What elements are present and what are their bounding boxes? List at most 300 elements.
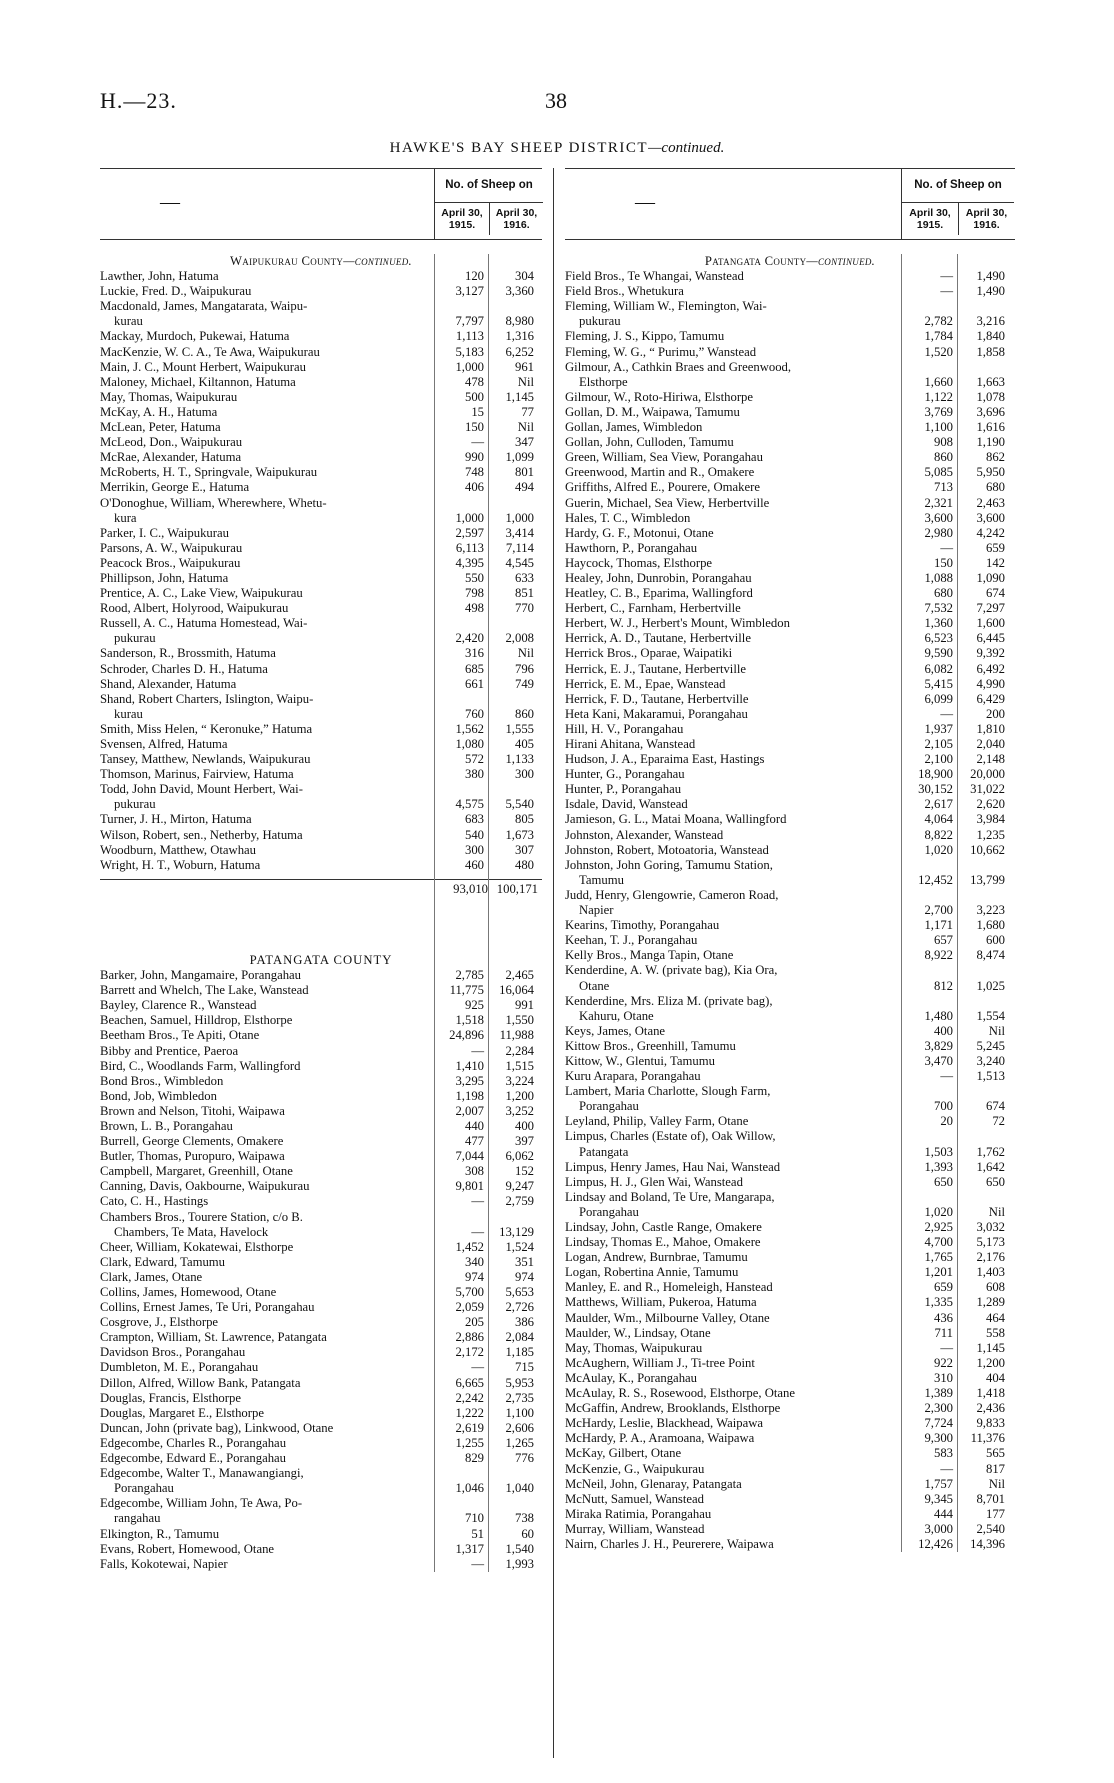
count-1916: 1,600 [976,616,1005,631]
owner-name-continuation: Otane [579,978,610,993]
owner-name: May, Thomas, Waipukurau [565,1340,703,1355]
count-1915: — [940,269,953,284]
owner-name: Matthews, William, Pukeroa, Hatuma [565,1295,757,1310]
count-1915: 1,410 [455,1058,484,1073]
owner-name: Brown, L. B., Porangahau [100,1118,233,1133]
count-1915: 650 [933,1174,953,1189]
owner-name: Douglas, Francis, Elsthorpe [100,1390,241,1405]
count-1915: 460 [464,857,484,872]
table-row [565,465,1015,480]
table-row [100,1436,542,1451]
count-1916: 16,064 [499,983,534,998]
count-1916: 1,418 [976,1386,1005,1401]
count-1916: 1,554 [976,1008,1005,1023]
count-1915: 308 [464,1164,484,1179]
owner-name: Bayley, Clarence R., Wanstead [100,998,257,1013]
count-1915: 3,769 [924,404,953,419]
col-1916-label: April 30, 1916. [489,203,543,235]
table-row [565,405,1015,420]
table-row [565,586,1015,601]
page-reference: H.—23. [100,88,177,113]
count-1916: 674 [985,1099,1005,1114]
left-rows [100,254,542,1572]
table-row [100,1406,542,1421]
table-row [565,1431,1015,1446]
count-1916: 2,148 [976,752,1005,767]
count-1916: 862 [985,450,1005,465]
owner-name: Nairn, Charles J. H., Peurerere, Waipawa [565,1536,774,1551]
owner-name: Crampton, William, St. Lawrence, Patangata [100,1330,327,1345]
count-1915: 1,113 [455,329,484,344]
count-1915: 1,020 [924,842,953,857]
section-heading-patangata-cont: Patangata County—continued. [704,254,876,268]
table-row [100,998,542,1013]
owner-name: Fleming, William W., Flemington, Wai- pukurau [565,299,905,329]
table-row [100,1240,542,1255]
count-1915: 12,452 [918,872,953,887]
owner-name: Parsons, A. W., Waipukurau [100,540,243,555]
count-1916: 2,176 [976,1250,1005,1265]
table-row [100,465,542,480]
count-1915: 1,222 [455,1405,484,1420]
owner-name: Burrell, George Clements, Omakere [100,1134,284,1149]
owner-name: McKay, Gilbert, Otane [565,1446,682,1461]
count-1915: 2,785 [455,968,484,983]
table-row [565,284,1015,299]
count-1915: 4,395 [455,555,484,570]
count-1916: 494 [514,480,534,495]
count-1915: 1,562 [455,721,484,736]
count-1916: 77 [521,404,534,419]
count-1916: 1,235 [976,827,1005,842]
count-1915: 478 [464,374,484,389]
table-row [565,269,1015,284]
owner-name: Limpus, Henry James, Hau Nai, Wanstead [565,1159,781,1174]
count-1915: — [471,1194,484,1209]
table-row [565,601,1015,616]
count-1916: 7,297 [976,601,1005,616]
count-1915: 572 [464,752,484,767]
table-row [100,1466,542,1496]
count-1916: 1,145 [505,389,534,404]
count-1915: 1,000 [455,359,484,374]
count-1915: 12,426 [918,1536,953,1551]
table-row [100,1315,542,1330]
owner-name: Hunter, G., Porangahau [565,767,685,782]
count-1915: 1,335 [924,1295,953,1310]
owner-name: Smith, Miss Helen, “ Keronuke,” Hatuma [100,721,313,736]
count-1915: 300 [464,842,484,857]
count-1915: 5,183 [455,344,484,359]
owner-name: Falls, Kokotewai, Napier [100,1556,228,1571]
count-1915: 9,590 [924,646,953,661]
count-1916: 1,555 [505,721,534,736]
table-row [100,1345,542,1360]
owner-name: Mackay, Murdoch, Pukewai, Hatuma [100,329,290,344]
table-row [565,918,1015,933]
count-1916: 770 [514,601,534,616]
count-1916: 2,436 [976,1401,1005,1416]
table-row [565,1280,1015,1295]
table-row [565,737,1015,752]
table-row [100,1527,542,1542]
count-1915: 9,300 [924,1431,953,1446]
table-row [565,828,1015,843]
table-row [100,1134,542,1149]
owner-name: Russell, A. C., Hatuma Homestead, Wai- pukurau [100,616,438,646]
owner-name: Greenwood, Martin and R., Omakere [565,465,755,480]
count-1915: 440 [464,1118,484,1133]
sheep-group-label: No. of Sheep on [914,179,1002,191]
owner-name: Herrick, F. D., Tautane, Herbertville [565,691,749,706]
owner-name: Todd, John David, Mount Herbert, Wai- pukurau [100,782,438,812]
table-row [565,1507,1015,1522]
count-1915: 436 [933,1310,953,1325]
count-1916: 2,735 [505,1390,534,1405]
table-row [565,692,1015,707]
count-1915: 1,518 [455,1013,484,1028]
count-1916: 31,022 [970,782,1005,797]
table-row [100,556,542,571]
count-1916: 1,762 [976,1144,1005,1159]
count-1916: 974 [514,1269,534,1284]
owner-name: Heta Kani, Makaramui, Porangahau [565,706,748,721]
table-row [565,420,1015,435]
count-1915: 2,172 [455,1345,484,1360]
table-row [565,797,1015,812]
count-1916: 1,513 [976,1069,1005,1084]
table-row [565,767,1015,782]
count-1916: 400 [514,1118,534,1133]
owner-name: Barker, John, Mangamaire, Porangahau [100,968,302,983]
table-row [100,646,542,661]
left-column [100,168,542,1572]
owner-name: Parker, I. C., Waipukurau [100,525,229,540]
table-row [565,1462,1015,1477]
count-1916: 8,474 [976,948,1005,963]
count-1916: 1,524 [505,1239,534,1254]
count-1915: 4,064 [924,812,953,827]
count-1915: — [471,435,484,450]
owner-name: Bibby and Prentice, Paeroa [100,1043,239,1058]
table-row [100,782,542,812]
owner-name: Barrett and Whelch, The Lake, Wanstead [100,983,309,998]
count-1915: 550 [464,570,484,585]
table-row [565,1024,1015,1039]
table-row [100,662,542,677]
count-1915: 340 [464,1254,484,1269]
count-1916: 805 [514,812,534,827]
table-row [565,1054,1015,1069]
table-row [565,994,1015,1024]
table-row [565,571,1015,586]
table-row [565,1386,1015,1401]
owner-name: Beachen, Samuel, Hilldrop, Elsthorpe [100,1013,293,1028]
count-1916: 860 [514,706,534,721]
owner-name: Canning, Davis, Oakbourne, Waipukurau [100,1179,310,1194]
count-1916: 404 [985,1370,1005,1385]
count-1916: 10,662 [970,842,1005,857]
count-1915: 316 [464,646,484,661]
count-1916: 1,099 [505,450,534,465]
table-row [565,782,1015,797]
owner-name: Herrick, E. J., Tautane, Herbertville [565,661,747,676]
section-heading-patangata: PATANGATA COUNTY [249,952,393,967]
table-row [565,556,1015,571]
table-row [565,963,1015,993]
table-row [100,828,542,843]
count-1916: 2,008 [505,631,534,646]
count-1916: 738 [514,1511,534,1526]
table-row [100,586,542,601]
count-1916: 1,680 [976,918,1005,933]
count-1916: 991 [514,998,534,1013]
sheep-group-label: No. of Sheep on [445,179,533,191]
owner-name: Main, J. C., Mount Herbert, Waipukurau [100,359,306,374]
owner-name-continuation: Porangahau [114,1481,174,1496]
section-total-row [100,879,542,897]
table-row [565,1522,1015,1537]
count-1915: 1,198 [455,1088,484,1103]
table-row [100,968,542,983]
count-1916: 1,550 [505,1013,534,1028]
count-1915: 2,007 [455,1103,484,1118]
count-1916: 6,062 [505,1149,534,1164]
table-row [100,375,542,390]
owner-name: Evans, Robert, Homewood, Otane [100,1541,275,1556]
owner-name-continuation: pukurau [579,314,621,329]
count-1915: 7,724 [924,1416,953,1431]
count-1916: 11,376 [970,1431,1005,1446]
owner-name-continuation: Chambers, Te Mata, Havelock [114,1224,269,1239]
table-row [100,843,542,858]
count-1916: 1,265 [505,1435,534,1450]
owner-name: MacKenzie, W. C. A., Te Awa, Waipukurau [100,344,320,359]
owner-name: Johnston, Alexander, Wanstead [565,827,724,842]
count-1915: — [471,1043,484,1058]
count-1915: 1,000 [455,510,484,525]
count-1916: 5,950 [976,465,1005,480]
count-1915: 8,922 [924,948,953,963]
count-1915: 713 [933,480,953,495]
count-1916: Nil [988,1023,1005,1038]
count-1916: 1,190 [976,435,1005,450]
table-row [565,1537,1015,1552]
count-1916: 1,810 [976,721,1005,736]
count-1916: 2,465 [505,968,534,983]
count-1915: 1,520 [924,344,953,359]
count-1916: 3,216 [976,314,1005,329]
owner-name-continuation: kurau [114,314,143,329]
count-1916: 5,953 [505,1375,534,1390]
count-1915: 908 [933,435,953,450]
count-1915: — [471,1224,484,1239]
count-1916: 4,242 [976,525,1005,540]
table-row [100,752,542,767]
table-row [100,1119,542,1134]
owner-name: Douglas, Margaret E., Elsthorpe [100,1405,264,1420]
table-row [100,1391,542,1406]
owner-name: Field Bros., Whetukura [565,284,684,299]
owner-name: Healey, John, Dunrobin, Porangahau [565,570,752,585]
owner-name: Woodburn, Matthew, Otawhau [100,842,257,857]
count-1915: 498 [464,601,484,616]
count-1916: 1,040 [505,1481,534,1496]
owner-name: Gilmour, W., Roto-Hiriwa, Elsthorpe [565,389,754,404]
table-row [100,1089,542,1104]
owner-name: Turner, J. H., Mirton, Hatuma [100,812,252,827]
count-1915: 860 [933,450,953,465]
owner-name: Kenderdine, Mrs. Eliza M. (private bag), Kahuru, Otane [565,994,905,1024]
owner-name: Hardy, G. F., Motonui, Otane [565,525,714,540]
page-number: 38 [545,88,567,113]
count-1915: 6,113 [455,540,484,555]
count-1915: — [940,1461,953,1476]
table-row [100,601,542,616]
count-1916: 3,600 [976,510,1005,525]
table-row [100,1496,542,1526]
count-1915: 20 [940,1114,953,1129]
count-1915: 7,532 [924,601,953,616]
table-row [100,571,542,586]
count-1915: 990 [464,450,484,465]
count-1916: 633 [514,570,534,585]
owner-name: Maulder, W., Lindsay, Otane [565,1325,711,1340]
table-row [565,1446,1015,1461]
table-row [565,1341,1015,1356]
count-1915: 700 [933,1099,953,1114]
owner-name: McNeil, John, Glenaray, Patangata [565,1476,742,1491]
count-1915: 1,937 [924,721,953,736]
count-1915: 2,242 [455,1390,484,1405]
count-1915: 3,829 [924,1038,953,1053]
count-1915: 922 [933,1355,953,1370]
column-divider [553,168,554,1758]
count-1916: 1,490 [976,284,1005,299]
owner-name: Lawther, John, Hatuma [100,269,219,284]
owner-name: Collins, Ernest James, Te Uri, Porangahau [100,1300,315,1315]
count-1915: 3,470 [924,1053,953,1068]
owner-name: McLeod, Don., Waipukurau [100,435,243,450]
left-table-header [100,168,542,240]
table-row [565,1039,1015,1054]
table-row [100,1360,542,1375]
count-1916: 2,040 [976,737,1005,751]
table-row [565,1190,1015,1220]
table-row [565,450,1015,465]
count-1915: 1,201 [924,1265,953,1280]
table-row [565,1295,1015,1310]
owner-name: McLean, Peter, Hatuma [100,420,221,435]
count-1915: 661 [464,676,484,691]
count-1915: 2,300 [924,1401,953,1416]
owner-name: Brown and Nelson, Titohi, Waipawa [100,1103,285,1118]
count-1916: 3,984 [976,812,1005,827]
owner-name: Bird, C., Woodlands Farm, Wallingford [100,1058,301,1073]
count-1916: 142 [985,555,1005,570]
owner-name: Guerin, Michael, Sea View, Herbertville [565,495,770,510]
table-row [565,329,1015,344]
owner-name: Lambert, Maria Charlotte, Slough Farm, Porangahau [565,1084,905,1114]
owner-name: Limpus, Charles (Estate of), Oak Willow, Patangata [565,1129,905,1159]
owner-name: Kuru Arapara, Porangahau [565,1069,701,1084]
count-1916: 558 [985,1325,1005,1340]
owner-name: McAulay, K., Porangahau [565,1370,698,1385]
header-dash: — [635,191,655,213]
owner-name: Lindsay, Thomas E., Mahoe, Omakere [565,1235,761,1250]
count-1916: 659 [985,540,1005,555]
table-row [565,390,1015,405]
table-row [565,345,1015,360]
count-1916: 2,463 [976,495,1005,510]
count-1915: 685 [464,661,484,676]
count-1915: 2,980 [924,525,953,540]
table-row [565,1326,1015,1341]
count-1916: 20,000 [970,767,1005,782]
count-1915: 205 [464,1315,484,1330]
count-1915: 1,122 [924,389,953,404]
table-row [565,843,1015,858]
count-1915: 9,345 [924,1491,953,1506]
count-1916: 1,090 [976,570,1005,585]
owner-name-continuation: Elsthorpe [579,374,628,389]
owner-name: Herrick, A. D., Tautane, Herbertville [565,631,751,646]
owner-name: Herrick, E. M., Epae, Wanstead [565,676,726,691]
count-1915: 477 [464,1134,484,1149]
table-row [100,345,542,360]
count-1915: — [940,1340,953,1355]
count-1916: 608 [985,1280,1005,1295]
owner-name: McGaffin, Andrew, Brooklands, Elsthorpe [565,1401,781,1416]
table-row [100,1285,542,1300]
count-1916: 1,858 [976,344,1005,359]
table-row [565,933,1015,948]
count-1916: Nil [988,1476,1005,1491]
owner-name: McAughern, William J., Ti-tree Point [565,1355,755,1370]
count-1916: 60 [521,1526,534,1541]
count-1915: 3,127 [455,284,484,299]
owner-name: Shand, Alexander, Hatuma [100,676,237,691]
count-1916: 1,145 [976,1340,1005,1355]
count-1916: 3,224 [505,1073,534,1088]
owner-name: Keehan, T. J., Porangahau [565,933,698,948]
count-1915: 1,255 [455,1435,484,1450]
count-1915: — [471,1360,484,1375]
owner-name: Gollan, James, Wimbledon [565,420,703,435]
count-1915: 500 [464,389,484,404]
count-1916: 1,663 [976,374,1005,389]
owner-name: McNutt, Samuel, Wanstead [565,1491,704,1506]
table-row [565,1356,1015,1371]
table-row [565,858,1015,888]
count-1916: 1,078 [976,389,1005,404]
count-1915: 150 [464,420,484,435]
table-row [565,1114,1015,1129]
count-1915: 1,765 [924,1250,953,1265]
count-1916: 8,980 [505,314,534,329]
count-1916: 3,032 [976,1220,1005,1234]
owner-name-continuation: Napier [579,903,614,918]
owner-name: Murray, William, Wanstead [565,1521,705,1536]
table-row [565,1235,1015,1250]
table-row [100,480,542,495]
owner-name: Limpus, H. J., Glen Wai, Wanstead [565,1174,743,1189]
owner-name: Phillipson, John, Hatuma [100,570,229,585]
count-1916: 386 [514,1315,534,1330]
owner-name: Thomson, Marinus, Fairview, Hatuma [100,767,294,782]
owner-name-continuation: pukurau [114,631,156,646]
owner-name: Butler, Thomas, Puropuro, Waipawa [100,1149,285,1164]
